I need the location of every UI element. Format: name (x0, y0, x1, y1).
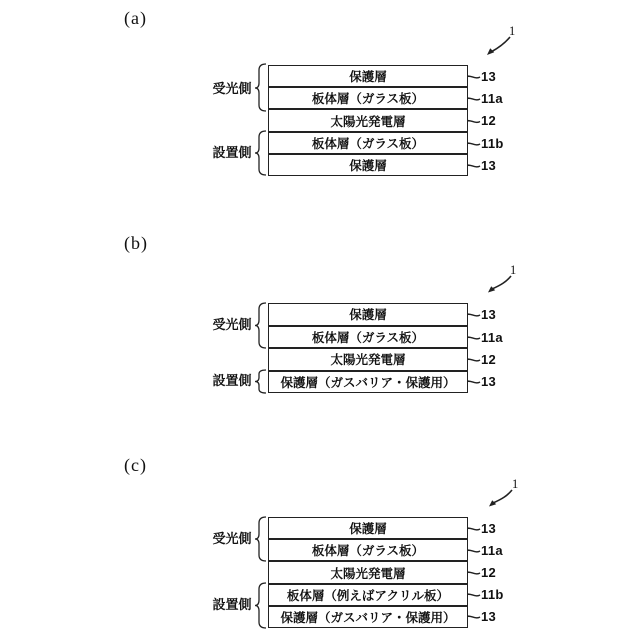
side-label-installation-b: 設置側 (212, 373, 252, 388)
layer-plate-acrylic-c (269, 585, 467, 607)
layer-photovoltaic-a (269, 110, 467, 132)
side-label-installation-a: 設置側 (212, 145, 252, 160)
layer-label: 保護層 (349, 522, 387, 537)
side-label-receiving-a: 受光側 (212, 81, 252, 96)
layer-photovoltaic-b (269, 349, 467, 372)
layer-protective-bottom-a (269, 155, 467, 175)
layer-protective-gasbarrier-c (269, 607, 467, 627)
pointer-number-b: 1 (510, 263, 517, 277)
ref-11b-a: 11b (481, 136, 504, 151)
layer-protective-top-a (269, 66, 467, 88)
ref-13-a1: 13 (481, 69, 497, 84)
layer-label: 保護層 (349, 158, 387, 173)
pointer-arrows (487, 37, 512, 507)
layer-label: 板体層（ガラス板） (311, 544, 425, 559)
layer-photovoltaic-c (269, 562, 467, 584)
pointer-number-a: 1 (509, 24, 516, 38)
layer-plate-glass-c (269, 540, 467, 562)
leader-lines (466, 76, 480, 618)
brace-lines (255, 64, 266, 628)
section-label-a: (a) (124, 8, 147, 28)
section-label-b: (b) (124, 233, 148, 253)
brace-installation-a (255, 131, 266, 175)
side-label-receiving-c: 受光側 (212, 531, 252, 546)
layer-label: 板体層（ガラス板） (311, 136, 425, 151)
layer-plate-glass-bottom-a (269, 133, 467, 155)
side-label-installation-c: 設置側 (212, 597, 252, 612)
ref-12-c: 12 (481, 565, 497, 580)
ref-12-a: 12 (481, 113, 497, 128)
pointer-number-c: 1 (512, 477, 519, 491)
layer-plate-glass-b (269, 327, 467, 350)
side-label-receiving-b: 受光側 (212, 317, 252, 332)
brace-receiving-c (255, 517, 266, 561)
layer-label: 保護層（ガスバリア・保護用） (280, 375, 456, 390)
layer-label: 太陽光発電層 (330, 114, 406, 129)
ref-11b-c: 11b (481, 587, 504, 602)
ref-13-b2: 13 (481, 374, 497, 389)
layer-label: 板体層（ガラス板） (311, 330, 425, 345)
ref-11a-b: 11a (481, 330, 503, 345)
layer-protective-gasbarrier-b (269, 372, 467, 393)
ref-13-a2: 13 (481, 158, 497, 173)
layer-label: 太陽光発電層 (330, 353, 406, 368)
layer-plate-glass-a (269, 88, 467, 110)
layer-stack-c (268, 517, 468, 628)
brace-installation-c (255, 583, 266, 628)
layer-stack-a (268, 65, 468, 176)
layer-protective-top-c (269, 518, 467, 540)
brace-receiving-a (255, 64, 266, 111)
brace-installation-b (255, 370, 266, 393)
layer-label: 太陽光発電層 (330, 566, 406, 581)
ref-12-b: 12 (481, 352, 497, 367)
layer-label: 板体層（ガラス板） (311, 92, 425, 107)
brace-receiving-b (255, 303, 266, 348)
layer-stack-b (268, 303, 468, 393)
layer-label: 保護層（ガスバリア・保護用） (280, 610, 456, 625)
section-label-c: (c) (124, 455, 147, 475)
ref-13-b1: 13 (481, 307, 497, 322)
ref-11a-a: 11a (481, 91, 503, 106)
ref-13-c1: 13 (481, 521, 497, 536)
layer-label: 保護層 (349, 308, 387, 323)
ref-13-c2: 13 (481, 609, 497, 624)
layer-label: 保護層 (349, 70, 387, 85)
ref-11a-c: 11a (481, 543, 503, 558)
layer-label: 板体層（例えばアクリル板） (286, 588, 450, 603)
layer-protective-top-b (269, 304, 467, 327)
